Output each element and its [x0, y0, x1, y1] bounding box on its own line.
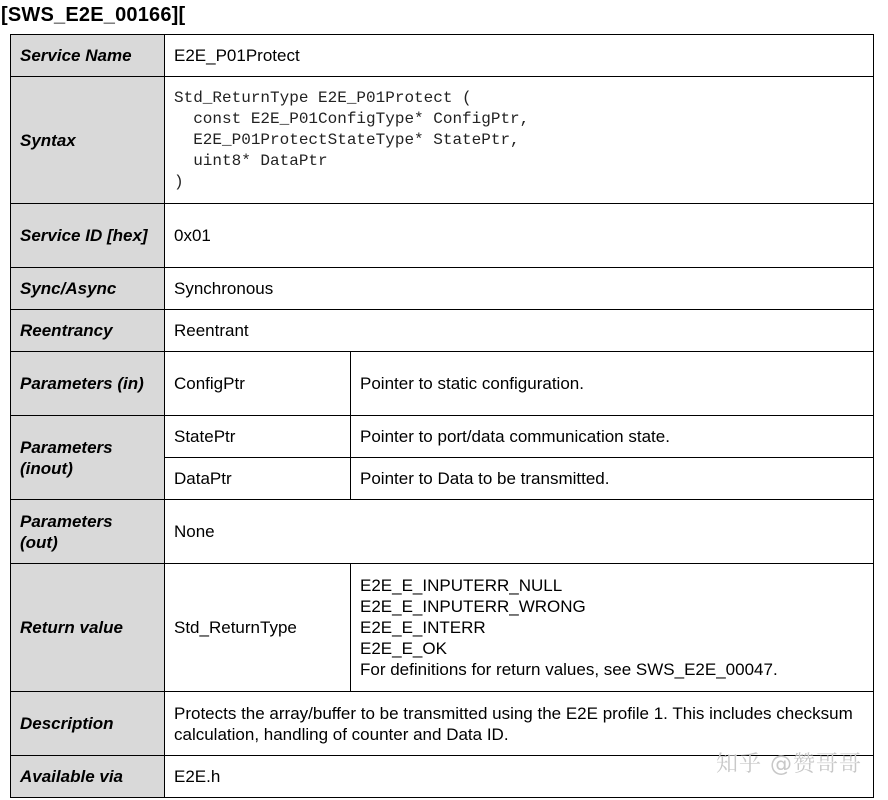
label-reentrancy: Reentrancy [11, 310, 165, 352]
syntax-line: E2E_P01ProtectStateType* StatePtr, [174, 130, 520, 149]
value-sync-async: Synchronous [165, 268, 874, 310]
row-syntax [11, 77, 874, 204]
return-value-item: E2E_E_INPUTERR_NULL [360, 576, 563, 595]
service-spec-table [10, 34, 874, 798]
param-name: StatePtr [165, 416, 351, 458]
value-reentrancy: Reentrant [165, 310, 874, 352]
return-values-list [351, 564, 874, 692]
param-desc: Pointer to Data to be transmitted. [351, 458, 874, 500]
label-parameters-in: Parameters (in) [11, 352, 165, 416]
row-sync-async [11, 268, 874, 310]
label-description: Description [11, 692, 165, 756]
row-service-name [11, 35, 874, 77]
row-parameters-in [11, 352, 874, 416]
row-parameters-out [11, 500, 874, 564]
row-reentrancy [11, 310, 874, 352]
param-desc: Pointer to static configuration. [351, 352, 874, 416]
param-name: DataPtr [165, 458, 351, 500]
row-service-id [11, 204, 874, 268]
return-value-note: For definitions for return values, see SWS_E2E_00047. [360, 660, 778, 679]
value-available-via: E2E.h [165, 756, 874, 798]
return-value-item: E2E_E_INTERR [360, 618, 486, 637]
watermark: 知乎 @赞哥哥 [716, 752, 862, 777]
value-syntax [165, 77, 874, 204]
value-service-id: 0x01 [165, 204, 874, 268]
return-value-item: E2E_E_INPUTERR_WRONG [360, 597, 586, 616]
label-syntax: Syntax [11, 77, 165, 204]
label-parameters-out: Parameters (out) [11, 500, 165, 564]
syntax-line: uint8* DataPtr [174, 151, 328, 170]
label-return-value: Return value [11, 564, 165, 692]
param-name: ConfigPtr [165, 352, 351, 416]
requirement-id: [SWS_E2E_00166][ [1, 4, 186, 26]
label-service-name: Service Name [11, 35, 165, 77]
syntax-line: const E2E_P01ConfigType* ConfigPtr, [174, 109, 530, 128]
syntax-line: ) [174, 172, 184, 191]
label-parameters-inout: Parameters (inout) [11, 416, 165, 500]
label-sync-async: Sync/Async [11, 268, 165, 310]
value-service-name: E2E_P01Protect [165, 35, 874, 77]
syntax-line: Std_ReturnType E2E_P01Protect ( [174, 88, 472, 107]
value-description: Protects the array/buffer to be transmitted using the E2E profile 1. This includes checksum calculation, handling of counter and Data ID. [165, 692, 874, 756]
return-type: Std_ReturnType [165, 564, 351, 692]
param-desc: Pointer to port/data communication state. [351, 416, 874, 458]
return-value-item: E2E_E_OK [360, 639, 447, 658]
row-parameters-inout [11, 416, 874, 458]
row-description [11, 692, 874, 756]
row-return-value [11, 564, 874, 692]
label-available-via: Available via [11, 756, 165, 798]
value-parameters-out: None [165, 500, 874, 564]
label-service-id: Service ID [hex] [11, 204, 165, 268]
